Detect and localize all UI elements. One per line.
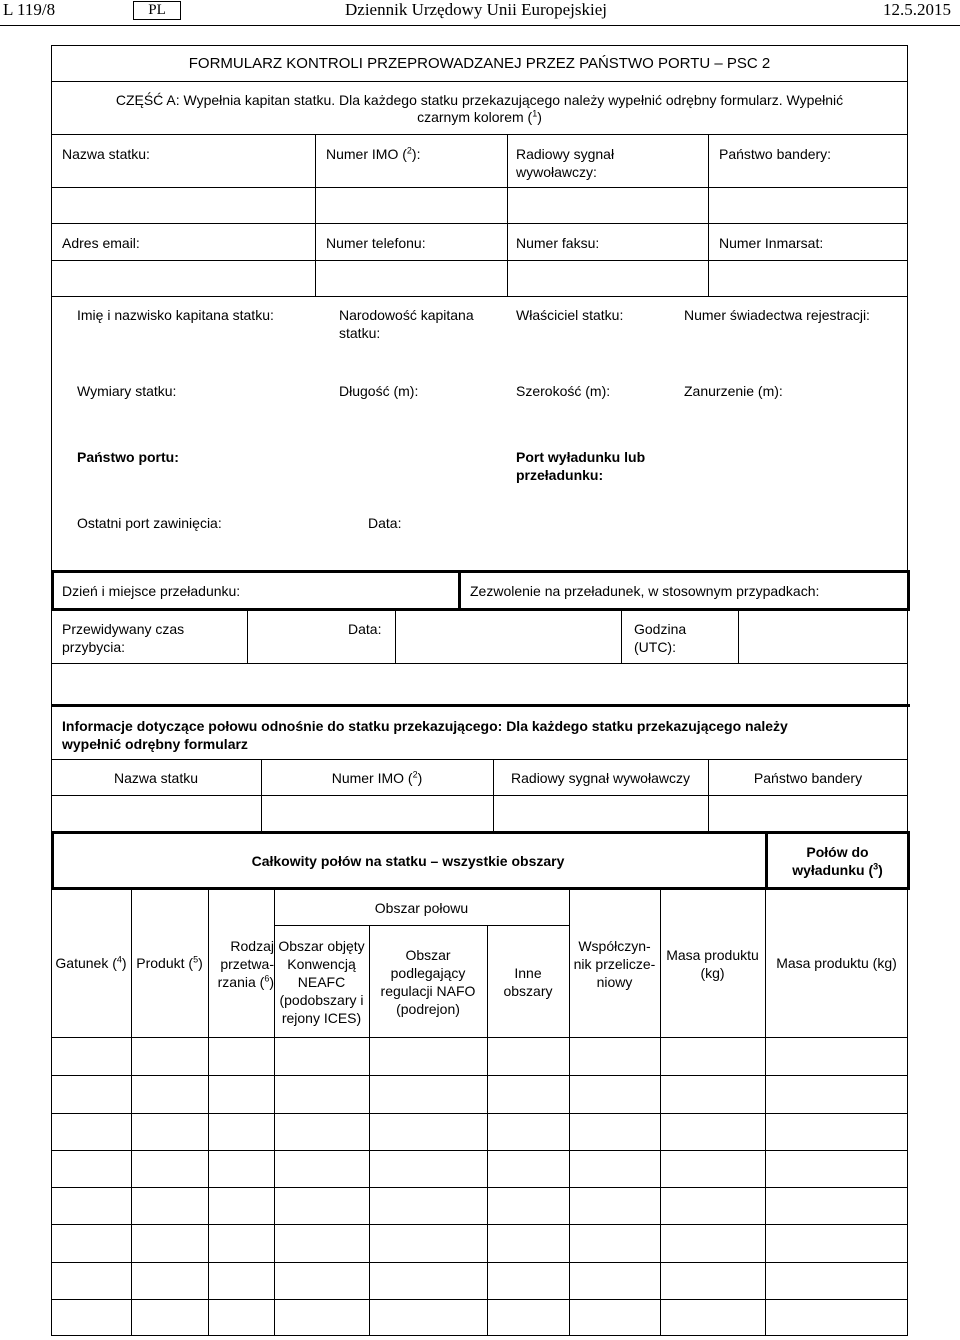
other-areas-column-header: Inne obszary (503, 965, 553, 999)
header-rule (0, 25, 960, 26)
length-label: Długość (m): (339, 383, 419, 399)
row-divider (51, 81, 908, 82)
row-divider (51, 1224, 908, 1225)
eta-label: Przewidywany czas przybycia: (62, 621, 185, 655)
language-code-box: PL (133, 1, 181, 20)
dimensions-label: Wymiary statku: (77, 383, 177, 399)
fax-label: Numer faksu: (516, 235, 600, 251)
row-divider (51, 260, 908, 261)
call-sign-label: Radiowy sygnał wywoławczy: (516, 146, 615, 180)
product-column-header: Produkt ($^5$) (136, 954, 203, 971)
footnote-ref: 3 (873, 861, 879, 872)
page-reference: L 119/8 (3, 0, 56, 19)
phone-label: Numer telefonu: (326, 235, 426, 251)
draught-label: Zanurzenie (m): (684, 383, 783, 399)
row-divider (51, 1037, 908, 1038)
row-divider (51, 1187, 908, 1188)
ship-name-label: Nazwa statku: (62, 146, 150, 162)
landed-mass-column-header: Masa produktu (kg) (776, 955, 897, 971)
column-divider (708, 134, 709, 296)
last-port-date-label: Data: (368, 515, 402, 531)
part-a-instructions-2: czarnym kolorem ($^1$) (417, 108, 542, 125)
arrival-time-label: Godzina (UTC): (634, 621, 687, 655)
flag-state-label: Państwo bandery: (719, 146, 832, 162)
conversion-factor-column-header: Współczyn- nik przelicze- niowy (573, 938, 656, 990)
row-divider (51, 1299, 908, 1300)
column-divider (738, 608, 739, 663)
species-column-header: Gatunek ($^4$) (55, 954, 127, 971)
row-divider (51, 1113, 908, 1114)
arrival-date-label: Data: (348, 621, 382, 637)
donor-imo-label: Numer IMO ($^2$) (331, 769, 423, 786)
donor-info-heading: Informacje dotyczące połowu odnośnie do statku przekazującego: Dla każdego statku przekazującego należy wypełnić odrębny formularz (62, 718, 788, 752)
row-divider (51, 1075, 908, 1076)
column-divider (507, 134, 508, 296)
footnote-ref: 5 (193, 954, 199, 965)
transhipment-date-place-label: Dzień i miejsce przeładunku: (62, 583, 241, 599)
row-divider (51, 663, 908, 664)
row-divider (51, 795, 908, 796)
column-divider (395, 608, 396, 663)
donor-call-sign-label: Radiowy sygnał wywoławczy (511, 770, 690, 786)
form-title: FORMULARZ KONTROLI PRZEPROWADZANEJ PRZEZ PAŃSTWO PORTU – PSC 2 (188, 55, 771, 72)
footnote-ref: 6 (264, 973, 270, 984)
authorisation-label: Zezwolenie na przeładunek, w stosownym przypadkach: (470, 583, 820, 599)
neafc-column-header: Obszar objęty Konwencją NEAFC (podobszary i rejony ICES) (278, 938, 365, 1026)
row-divider (51, 1262, 908, 1263)
processing-column-header: Rodzaj przetwa- rzania ($^6$) (217, 938, 274, 990)
inmarsat-label: Numer Inmarsat: (719, 235, 824, 251)
footnote-ref: 4 (116, 954, 122, 965)
landed-catch-label: Połów do wyładunku ($^3$) (792, 844, 883, 878)
footnote-ref: 2 (412, 769, 418, 780)
row-divider (51, 187, 908, 188)
row-divider (51, 759, 908, 760)
donor-flag-label: Państwo bandery (753, 770, 863, 786)
fishing-area-label: Obszar połowu (374, 900, 469, 916)
journal-title: Dziennik Urzędowy Unii Europejskiej (345, 0, 608, 19)
landing-port-label: Port wyładunku lub przeładunku: (516, 449, 646, 483)
nafo-column-header: Obszar podlegający regulacji NAFO (podrejon) (380, 947, 476, 1017)
footnote-ref: 2 (406, 145, 412, 156)
last-port-label: Ostatni port zawinięcia: (77, 515, 222, 531)
port-state-label: Państwo portu: (77, 449, 179, 465)
imo-label: Numer IMO ($^2$): (326, 145, 421, 162)
donor-ship-name-label: Nazwa statku (113, 770, 199, 786)
width-label: Szerokość (m): (516, 383, 611, 399)
product-mass-column-header: Masa produktu (kg) (666, 947, 759, 981)
email-label: Adres email: (62, 235, 140, 251)
row-divider (51, 223, 908, 224)
registry-label: Numer świadectwa rejestracji: (684, 307, 870, 323)
column-divider (247, 608, 248, 663)
column-divider (621, 608, 622, 663)
footnote-ref: 1 (532, 108, 538, 119)
row-divider (51, 134, 908, 135)
row-divider (51, 296, 908, 297)
total-catch-label: Całkowity połów na statku – wszystkie obszary (251, 853, 565, 869)
page-header (0, 0, 960, 26)
row-divider (51, 1150, 908, 1151)
master-name-label: Imię i nazwisko kapitana statku: (77, 307, 274, 323)
publication-date: 12.5.2015 (883, 0, 951, 19)
row-divider (274, 925, 569, 926)
master-nationality-label: Narodowość kapitana statku: (339, 307, 474, 341)
owner-label: Właściciel statku: (516, 307, 624, 323)
column-divider (315, 134, 316, 296)
part-a-instructions: CZĘŚĆ A: Wypełnia kapitan statku. Dla każdego statku przekazującego należy wypełnić odrębny formularz. Wypełnić (115, 92, 844, 108)
